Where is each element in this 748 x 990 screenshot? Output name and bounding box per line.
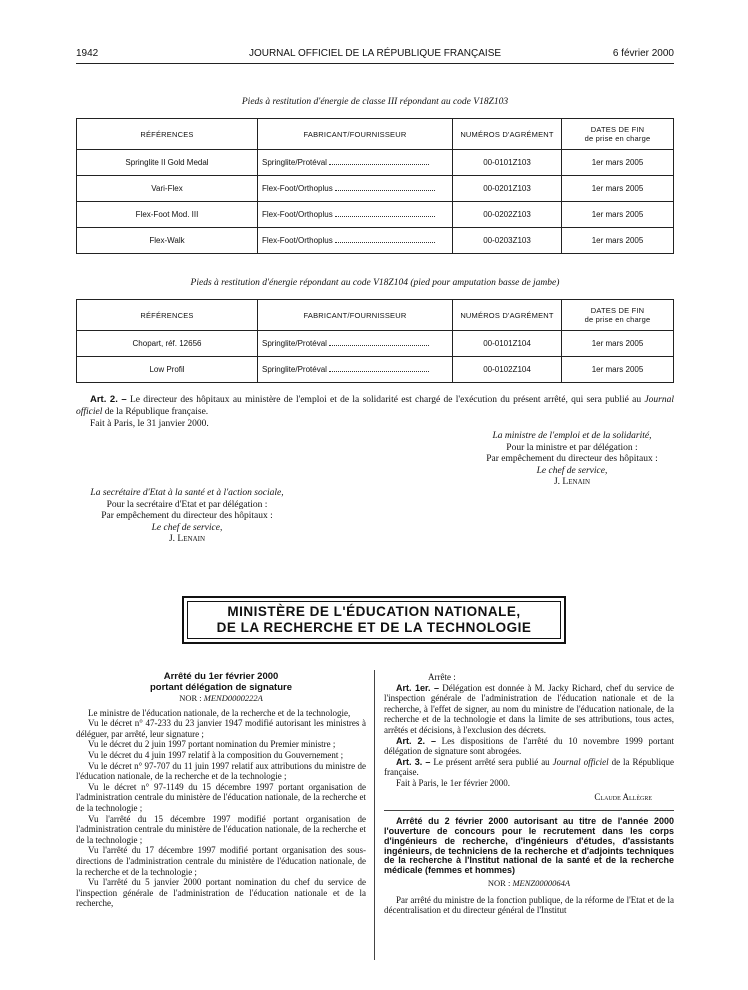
dot-leader	[329, 365, 429, 372]
ministry-line-2: DE LA RECHERCHE ET DE LA TECHNOLOGIE	[216, 620, 532, 635]
visa-paragraph: Vu l'arrêté du 15 décembre 1997 modifié portant organisation de l'administration centrale du ministère de l'éducation nationale, de la recherche et de la technologie ;	[76, 813, 366, 845]
par-arrete-text: Par arrêté du ministre de la fonction publique, de la réforme de l'Etat et de la décentralisation et du directeur général de l'Institut	[384, 894, 674, 916]
section-rule	[384, 810, 674, 811]
dot-leader	[329, 158, 429, 165]
cell-date: 1er mars 2005	[562, 176, 674, 202]
article-2: Art. 2. – Le directeur des hôpitaux au ministère de l'emploi et de la solidarité est chargé de l'exécution du présent arrêté, qui sera publié au Journal officiel de la République française.	[76, 394, 674, 417]
cell-agrement: 00-0203Z103	[453, 228, 562, 254]
arrete-2-title: Arrêté du 2 février 2000 autorisant au titre de l'année 2000 l'ouverture de concours pour le recrutement dans les corps d'ingénieurs de recherche, d'ingénieurs d'études, d'assistants ingénieurs, de techniciens de la recherche et d'adjoints techniques de la recherche à l'Institut national de la santé et de la recherche médicale (femmes et hommes)	[384, 816, 674, 876]
left-column	[76, 672, 366, 909]
cell-fabricant: Flex-Foot/Orthoplus	[258, 228, 453, 254]
table-row	[77, 202, 674, 228]
arrete-title: Arrêté du 1er février 2000	[163, 671, 279, 682]
fait-a-paris-2: Fait à Paris, le 1er février 2000.	[396, 777, 510, 788]
col-fabricant: FABRICANT/FOURNISSEUR	[258, 300, 453, 331]
cell-fabricant: Springlite/Protéval	[258, 357, 453, 383]
signer-allegre: Claude Allègre	[594, 791, 652, 802]
page-header	[76, 48, 674, 62]
visa-paragraph: Vu l'arrêté du 17 décembre 1997 modifié portant organisation des sous-directions de l'administration centrale du ministère de l'éducation nationale, de la recherche et de la technologie ;	[76, 845, 366, 877]
cell-date: 1er mars 2005	[562, 357, 674, 383]
table-row	[77, 176, 674, 202]
col-agrement: NUMÉROS D'AGRÉMENT	[453, 300, 562, 331]
visa-paragraph: Vu le décret du 4 juin 1997 relatif à la composition du Gouvernement ;	[88, 749, 344, 760]
cell-agrement: 00-0202Z103	[453, 202, 562, 228]
cell-date: 1er mars 2005	[562, 331, 674, 357]
table-row	[77, 228, 674, 254]
cell-reference: Flex-Foot Mod. III	[77, 202, 258, 228]
visa-paragraph: Vu le décret n° 97-1149 du 15 décembre 1997 portant organisation de l'administration centrale du ministère de l'éducation nationale, de la recherche et de la technologie ;	[76, 781, 366, 813]
nor-reference: NOR : MEND0000222A	[179, 693, 263, 703]
col-fabricant: FABRICANT/FOURNISSEUR	[258, 119, 453, 150]
article-3: Art. 3. – Le présent arrêté sera publié au Journal officiel de la République française.	[384, 756, 675, 778]
cell-date: 1er mars 2005	[562, 202, 674, 228]
cell-reference: Flex-Walk	[77, 228, 258, 254]
cell-reference: Vari-Flex	[77, 176, 258, 202]
cell-agrement: 00-0201Z103	[453, 176, 562, 202]
cell-fabricant: Flex-Foot/Orthoplus	[258, 176, 453, 202]
header-rule	[76, 63, 674, 64]
signature-right: La ministre de l'emploi et de la solidarité, Pour la ministre et par délégation : Par empêchement du directeur des hôpitaux : Le chef de service, J. Lenain	[486, 431, 658, 487]
cell-agrement: 00-0101Z103	[453, 150, 562, 176]
journal-title: JOURNAL OFFICIEL DE LA RÉPUBLIQUE FRANÇAISE	[248, 48, 502, 59]
dot-leader	[335, 236, 435, 243]
col-agrement: NUMÉROS D'AGRÉMENT	[453, 119, 562, 150]
col-references: RÉFÉRENCES	[77, 300, 258, 331]
arrete-word: Arrête :	[428, 672, 456, 682]
visa-paragraph: Le ministre de l'éducation nationale, de la recherche et de la technologie,	[88, 707, 351, 718]
ministry-line-1: MINISTÈRE DE L'ÉDUCATION NATIONALE,	[227, 604, 521, 619]
visa-paragraph: Vu le décret n° 47-233 du 23 janvier 1947 modifié autorisant les ministres à déléguer, par arrêté, leur signature ;	[76, 718, 366, 739]
table1-caption: Pieds à restitution d'énergie de classe III répondant au code V18Z103	[241, 97, 509, 107]
table-row	[77, 150, 674, 176]
dot-leader	[335, 210, 435, 217]
cell-reference: Springlite II Gold Medal	[77, 150, 258, 176]
table-v18z103	[76, 118, 674, 254]
cell-date: 1er mars 2005	[562, 228, 674, 254]
col-dates: DATES DE FIN de prise en charge	[562, 300, 674, 331]
col-references: RÉFÉRENCES	[77, 119, 258, 150]
column-divider	[374, 670, 375, 960]
ministry-box	[182, 596, 566, 644]
table2-caption: Pieds à restitution d'énergie répondant au code V18Z104 (pied pour amputation basse de jambe)	[190, 278, 560, 288]
cell-date: 1er mars 2005	[562, 150, 674, 176]
visa-paragraph: Vu l'arrêté du 5 janvier 2000 portant nomination du chef du service de l'inspection générale de l'administration de l'éducation nationale et de la recherche,	[76, 877, 366, 909]
table-row	[77, 331, 674, 357]
visa-paragraph: Vu le décret du 2 juin 1997 portant nomination du Premier ministre ;	[88, 739, 336, 750]
arrete-subtitle: portant délégation de signature	[150, 681, 292, 693]
article-2-right: Art. 2. – Les dispositions de l'arrêté du 10 novembre 1999 portant délégation de signature sont abrogées.	[384, 735, 674, 757]
signature-left: La secrétaire d'Etat à la santé et à l'action sociale, Pour la secrétaire d'Etat et par délégation : Par empêchement du directeur des hôpitaux : Le chef de service, J. Lenain	[90, 488, 284, 544]
cell-fabricant: Springlite/Protéval	[258, 331, 453, 357]
col-dates: DATES DE FIN de prise en charge	[562, 119, 674, 150]
cell-reference: Chopart, réf. 12656	[77, 331, 258, 357]
issue-date: 6 février 2000	[612, 48, 674, 59]
right-column	[384, 672, 674, 916]
cell-reference: Low Profil	[77, 357, 258, 383]
cell-agrement: 00-0102Z104	[453, 357, 562, 383]
table-row	[77, 357, 674, 383]
visa-paragraph: Vu le décret n° 97-707 du 11 juin 1997 relatif aux attributions du ministre de l'éducation nationale, de la recherche et de la technologie ;	[76, 760, 366, 782]
fait-a-paris-1: Fait à Paris, le 31 janvier 2000.	[90, 419, 209, 429]
cell-fabricant: Springlite/Protéval	[258, 150, 453, 176]
nor-reference-2: NOR : MENZ0000064A	[487, 877, 571, 888]
table-v18z104	[76, 299, 674, 383]
cell-agrement: 00-0101Z104	[453, 331, 562, 357]
article-1er: Art. 1er. – Délégation est donnée à M. Jacky Richard, chef du service de l'inspection générale de l'administration de l'éducation nationale et de la recherche, à l'effet de signer, au nom du ministre de l'éducation nationale, de la recherche et de la technologie et dans la limite de ses attributions, tous actes, arrêtés et décisions, à l'exclusion des décrets.	[384, 682, 674, 735]
dot-leader	[335, 184, 435, 191]
cell-fabricant: Flex-Foot/Orthoplus	[258, 202, 453, 228]
dot-leader	[329, 339, 429, 346]
page-number: 1942	[76, 48, 99, 59]
visa-list	[76, 708, 366, 909]
